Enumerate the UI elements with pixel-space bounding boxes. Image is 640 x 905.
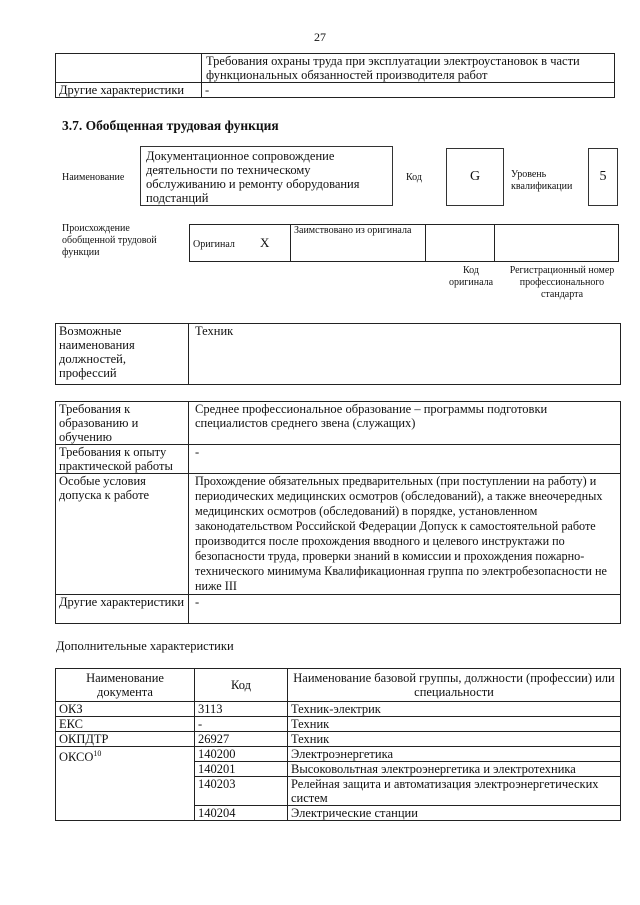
table-row: 140203 Релейная защита и автоматизация электроэнергетических систем [56, 777, 621, 806]
requirements-table [55, 401, 621, 624]
section-title: 3.7. Обобщенная трудовая функция [62, 118, 279, 133]
other-label: Другие характеристики [56, 595, 189, 624]
additional-table [55, 668, 621, 821]
origin-table [189, 224, 619, 262]
experience-value: - [189, 445, 621, 474]
education-label: Требования к образованию и обучению [56, 402, 189, 445]
labor-safety-text: Требования охраны труда при эксплуатации электроустановок в части функциональных обязанностей производителя работ [202, 54, 615, 83]
top-table [55, 53, 615, 98]
admission-value: Прохождение обязательных предварительных (при поступлении на работу) и периодических медицинских осмотров (обследований), а также внеочередных медицинских осмотров (обследований) в порядке, установленном законодательством Российской Федерации Допуск к самостоятельной работе производится после прохождения вводного и целевого инструктажи по безопасности труда, проверки знаний в комиссии и прохождения пожарно-технического минимума Квалификационная группа по электробезопасности не ниже III [189, 474, 621, 595]
table-row: ОКПДТР 26927 Техник [56, 732, 621, 747]
other-chars-label: Другие характеристики [56, 83, 202, 98]
page-number: 27 [314, 30, 326, 44]
reg-number-label: Регистрационный номер профессионального стандарта [509, 265, 615, 300]
name-label: Наименование [62, 172, 125, 183]
admission-label: Особые условия допуска к работе [56, 474, 189, 595]
level-value: 5 [588, 148, 618, 206]
other-chars-value: - [202, 83, 615, 98]
origin-label: Происхождение обобщенной трудовой функции [62, 223, 157, 258]
borrowed-label: Заимствовано из оригинала [291, 225, 426, 262]
table-row: ЕКС - Техник [56, 717, 621, 732]
original-mark: X [260, 234, 270, 250]
positions-value: Техник [189, 324, 621, 385]
table-row: 140204 Электрические станции [56, 806, 621, 821]
code-original-label: Код оригинала [448, 265, 494, 288]
additional-title: Дополнительные характеристики [56, 639, 234, 653]
experience-label: Требования к опыту практической работы [56, 445, 189, 474]
header-doc: Наименование документа [56, 669, 195, 702]
positions-label: Возможные наименования должностей, профессий [56, 324, 189, 385]
name-value: Документационное сопровождение деятельности по техническому обслуживанию и ремонту оборудования подстанций [140, 146, 393, 206]
table-row: ОКСО$^{10}$ 140200 Электроэнергетика [56, 747, 621, 762]
header-code: Код [195, 669, 288, 702]
original-label: Оригинал [193, 238, 235, 250]
positions-table [55, 323, 621, 385]
header-name: Наименование базовой группы, должности (профессии) или специальности [288, 669, 621, 702]
table-row: 140201 Высоковольтная электроэнергетика и электротехника [56, 762, 621, 777]
education-value: Среднее профессиональное образование – программы подготовки специалистов среднего звена (служащих) [189, 402, 621, 445]
code-value: G [446, 148, 504, 206]
table-row: ОКЗ 3113 Техник-электрик [56, 702, 621, 717]
code-label: Код [406, 172, 422, 183]
level-label: Уровень квалификации [511, 169, 573, 192]
other-value: - [189, 595, 621, 624]
